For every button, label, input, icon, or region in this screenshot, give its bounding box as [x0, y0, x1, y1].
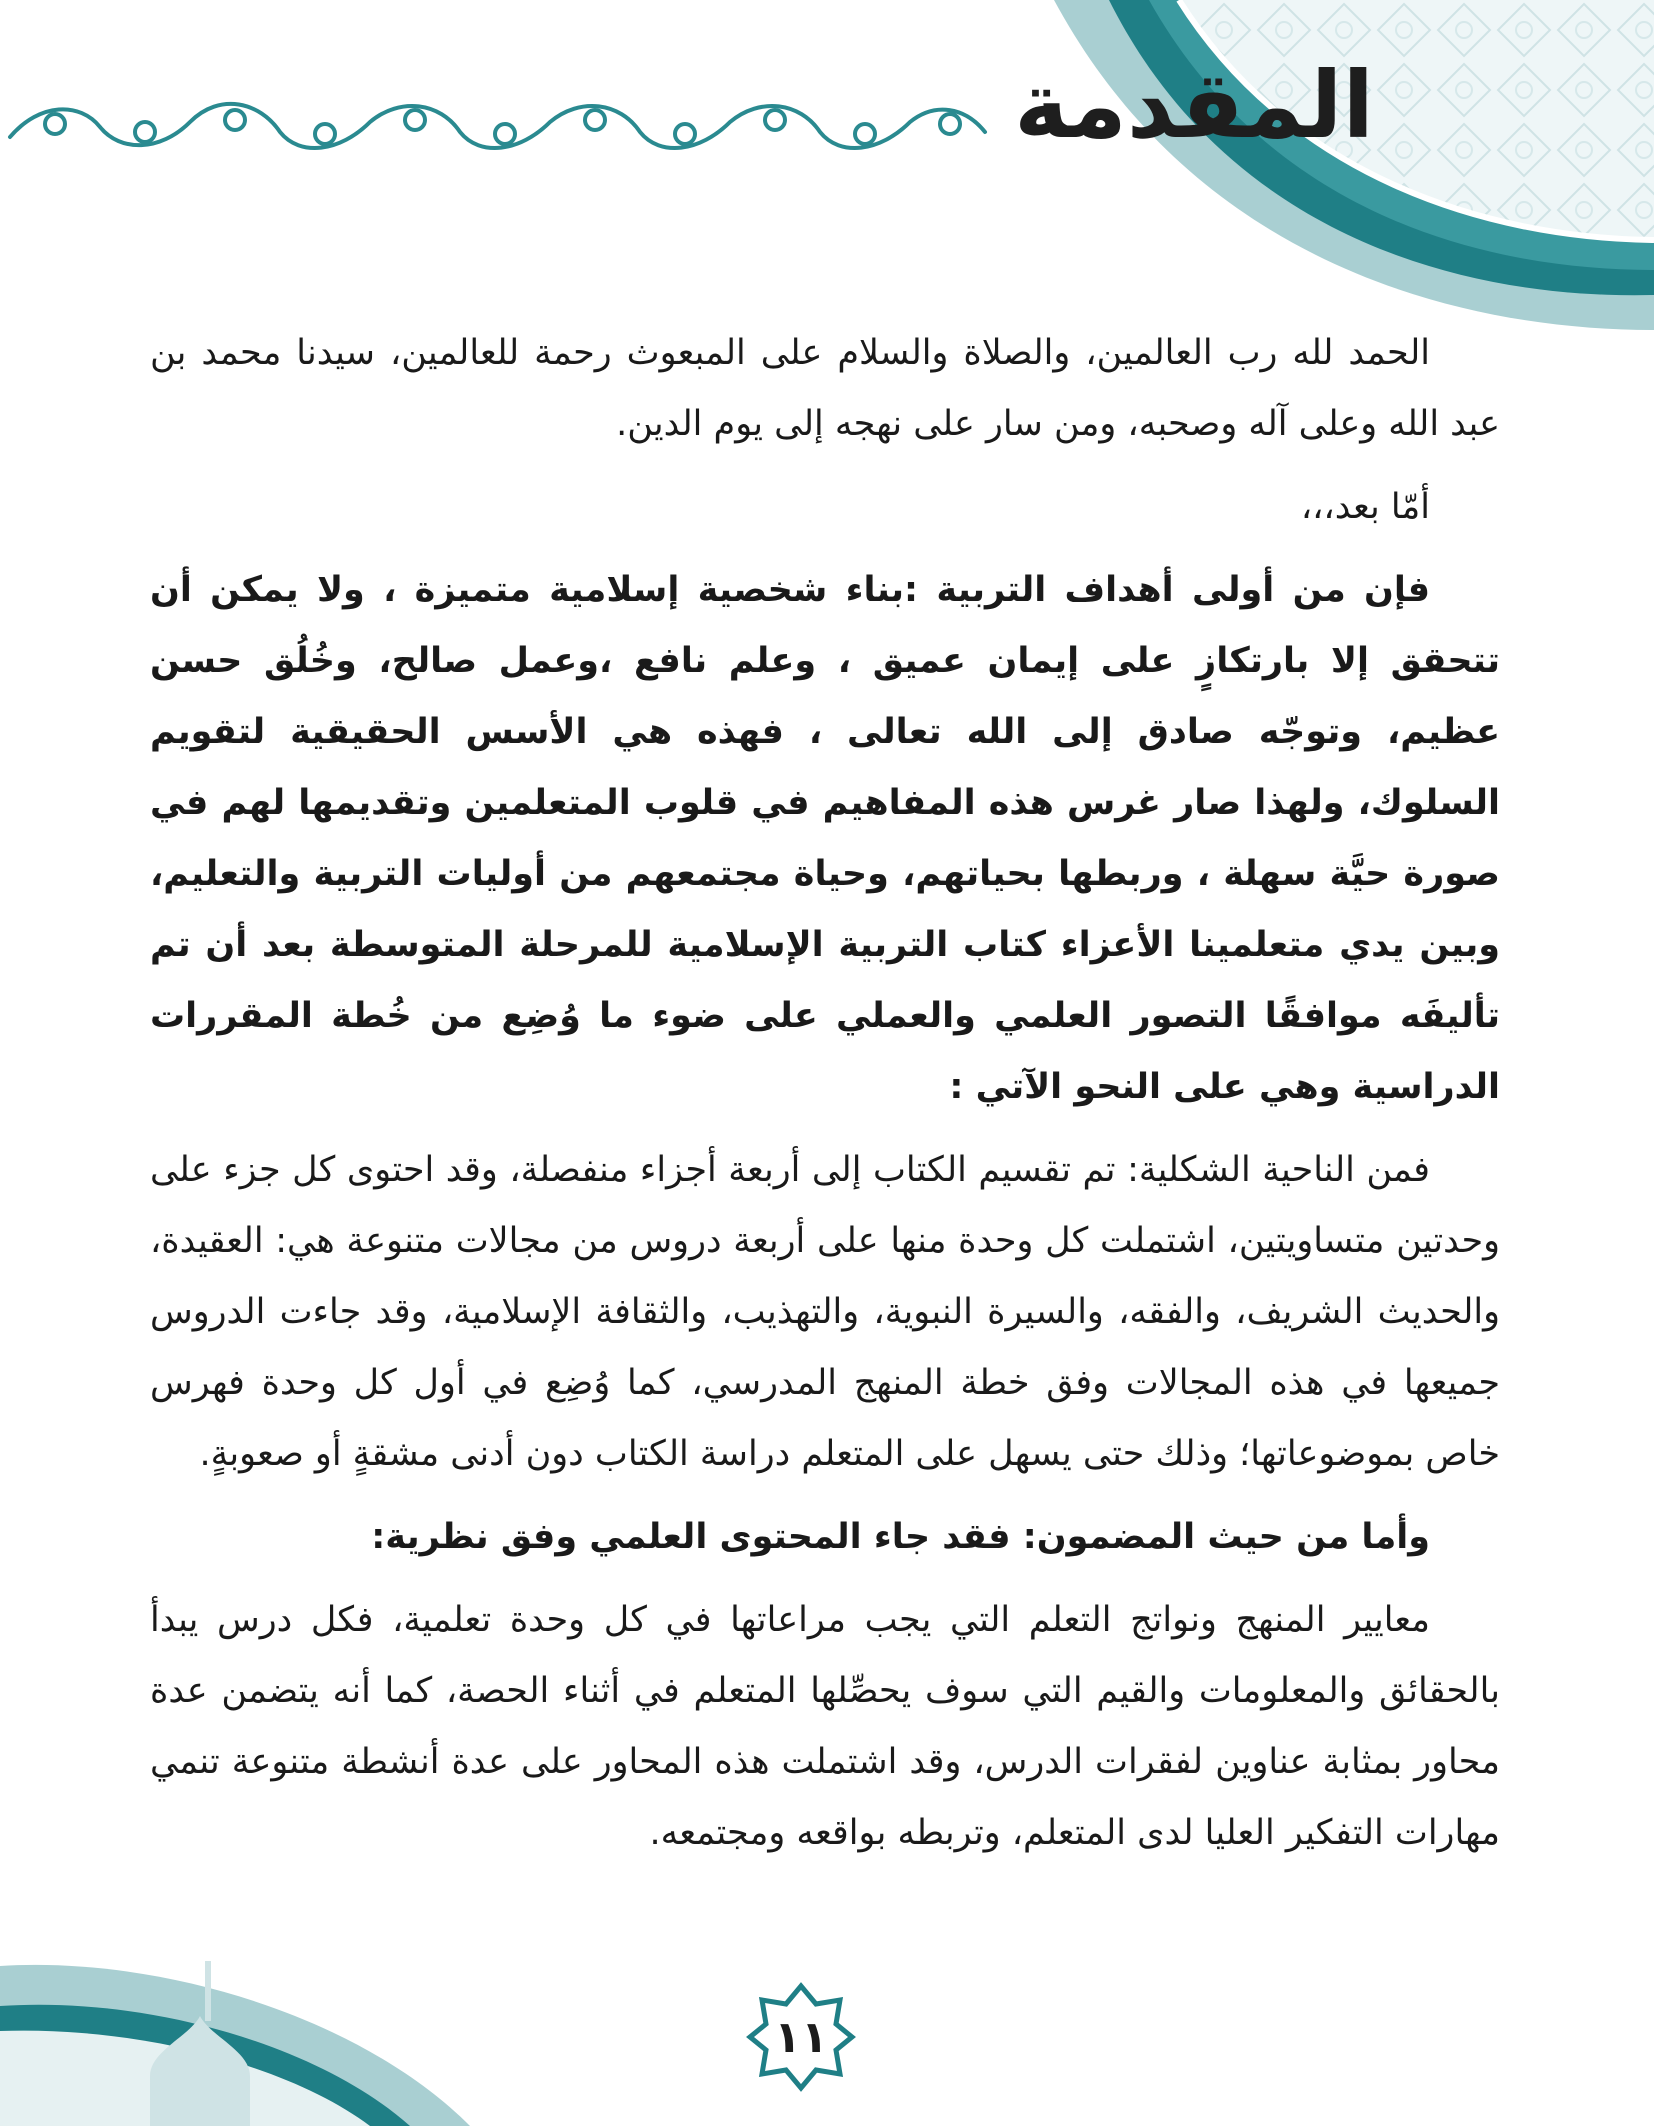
- corner-decoration-bottom: [0, 1926, 520, 2126]
- paragraph-form: فمن الناحية الشكلية: تم تقسيم الكتاب إلى أربعة أجزاء منفصلة، وقد احتوى كل جزء على وحدتين متساويتين، اشتملت كل وحدة منها على أربعة دروس من مجالات متنوعة هي: العقيدة، والحديث الشريف، والفقه، والسيرة النبوية، والتهذيب، والثقافة الإسلامية، وقد جاءت الدروس جميعها في هذه المجالات وفق خطة المنهج المدرسي، كما وُضِع في أول كل وحدة فهرس خاص بموضوعاتها؛ وذلك حتى يسهل على المتعلم دراسة الكتاب دون أدنى مشقةٍ أو صعوبةٍ.: [150, 1150, 1500, 1474]
- paragraph-goals: فإن من أولى أهداف التربية :بناء شخصية إسلامية متميزة ، ولا يمكن أن تتحقق إلا بارتكازٍ على إيمان عميق ، وعلم نافع ،وعمل صالح، وخُلُق حسن عظيم، وتوجّه صادق إلى الله تعالى ، فهذه هي الأسس الحقيقية لتقويم السلوك، ولهذا صار غرس هذه المفاهيم في قلوب المتعلمين وتقديمها لهم في صورة حيَّة سهلة ، وربطها بحياتهم، وحياة مجتمعهم من أوليات التربية والتعليم، وبين يدي متعلمينا الأعزاء كتاب التربية الإسلامية للمرحلة المتوسطة بعد أن تم تأليفَه موافقًا التصور العلمي والعملي على ضوء ما وُضِع من خُطة المقررات الدراسية وهي على النحو الآتي :: [150, 570, 1500, 1107]
- paragraph-standards: معايير المنهج ونواتج التعلم التي يجب مراعاتها في كل وحدة تعلمية، فكل درس يبدأ بالحقائق والمعلومات والقيم التي سوف يحصِّلها المتعلم في أثناء الحصة، كما أنه يتضمن عدة محاور بمثابة عناوين لفقرات الدرس، وقد اشتملت هذه المحاور على عدة أنشطة متنوعة تنمي مهارات التفكير العليا لدى المتعلم، وتربطه بواقعه ومجتمعه.: [150, 1600, 1500, 1853]
- page-title: المقدمة: [1014, 52, 1374, 159]
- page-number: ١١: [774, 2011, 828, 2063]
- paragraph-opening: الحمد لله رب العالمين، والصلاة والسلام على المبعوث رحمة للعالمين، سيدنا محمد بن عبد الله وعلى آله وصحبه، ومن سار على نهجه إلى يوم الدين.: [150, 333, 1500, 444]
- ornamental-border: [0, 92, 1000, 162]
- paragraph-content-heading: وأما من حيث المضمون: فقد جاء المحتوى العلمي وفق نظرية:: [371, 1517, 1430, 1557]
- paragraph-amma-baad: أمّا بعد،،،: [1300, 487, 1430, 527]
- intro-text: [150, 318, 1500, 1881]
- page-number-badge: [746, 1982, 856, 2092]
